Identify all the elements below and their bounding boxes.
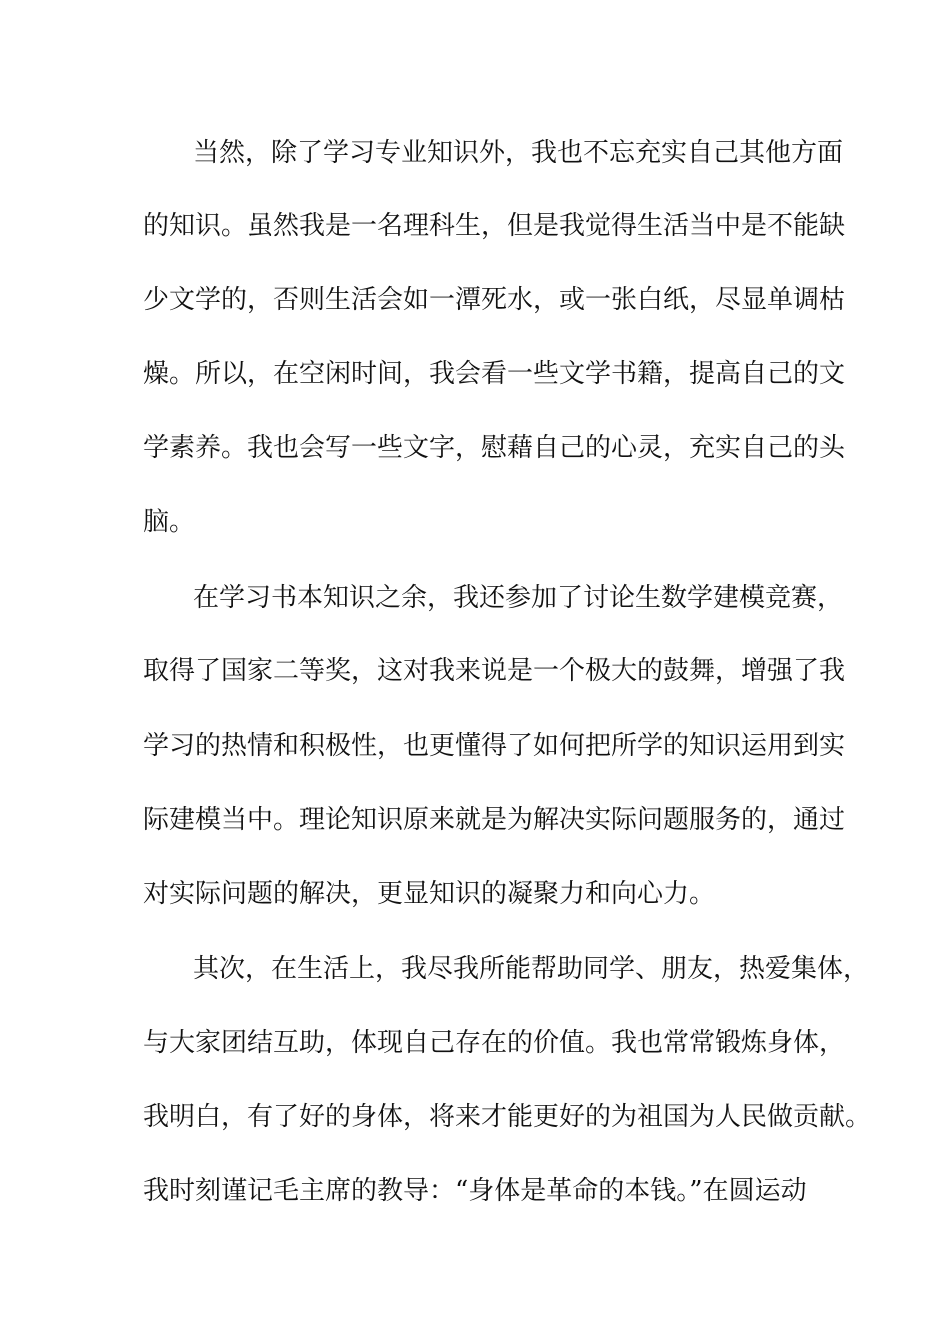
paragraph-1-line-3: 少文学的，否则生活会如一潭死水，或一张白纸，尽显单调枯 [143,285,846,315]
paragraph-3-line-2: 与大家团结互助，体现自己存在的价值。我也常常锻炼身体， [143,1028,846,1058]
paragraph-2-line-5: 对实际问题的解决，更显知识的凝聚力和向心力。 [143,879,716,909]
paragraph-2-line-2: 取得了国家二等奖，这对我来说是一个极大的鼓舞，增强了我 [143,656,846,686]
paragraph-2-line-4: 际建模当中。理论知识原来就是为解决实际问题服务的，通过 [143,805,846,835]
paragraph-3-line-3: 我明白，有了好的身体，将来才能更好的为祖国为人民做贡献。 [143,1102,872,1132]
paragraph-1-line-6: 脑。 [143,507,196,537]
paragraph-1-line-4: 燥。所以，在空闲时间，我会看一些文学书籍，提高自己的文 [143,359,846,389]
paragraph-3-line-4: 我时刻谨记毛主席的教导：“身体是革命的本钱。”在圆运动 [143,1176,807,1206]
paragraph-1-line-1: 当然，除了学习专业知识外，我也不忘充实自己其他方面 [193,138,844,168]
paragraph-1-line-2: 的知识。虽然我是一名理科生，但是我觉得生活当中是不能缺 [143,211,846,241]
paragraph-2-line-3: 学习的热情和积极性，也更懂得了如何把所学的知识运用到实 [143,731,846,761]
paragraph-1-line-5: 学素养。我也会写一些文字，慰藉自己的心灵，充实自己的头 [143,433,846,463]
paragraph-3-line-1: 其次，在生活上，我尽我所能帮助同学、朋友，热爱集体， [193,954,870,984]
paragraph-2-line-1: 在学习书本知识之余，我还参加了讨论生数学建模竞赛， [193,583,844,613]
